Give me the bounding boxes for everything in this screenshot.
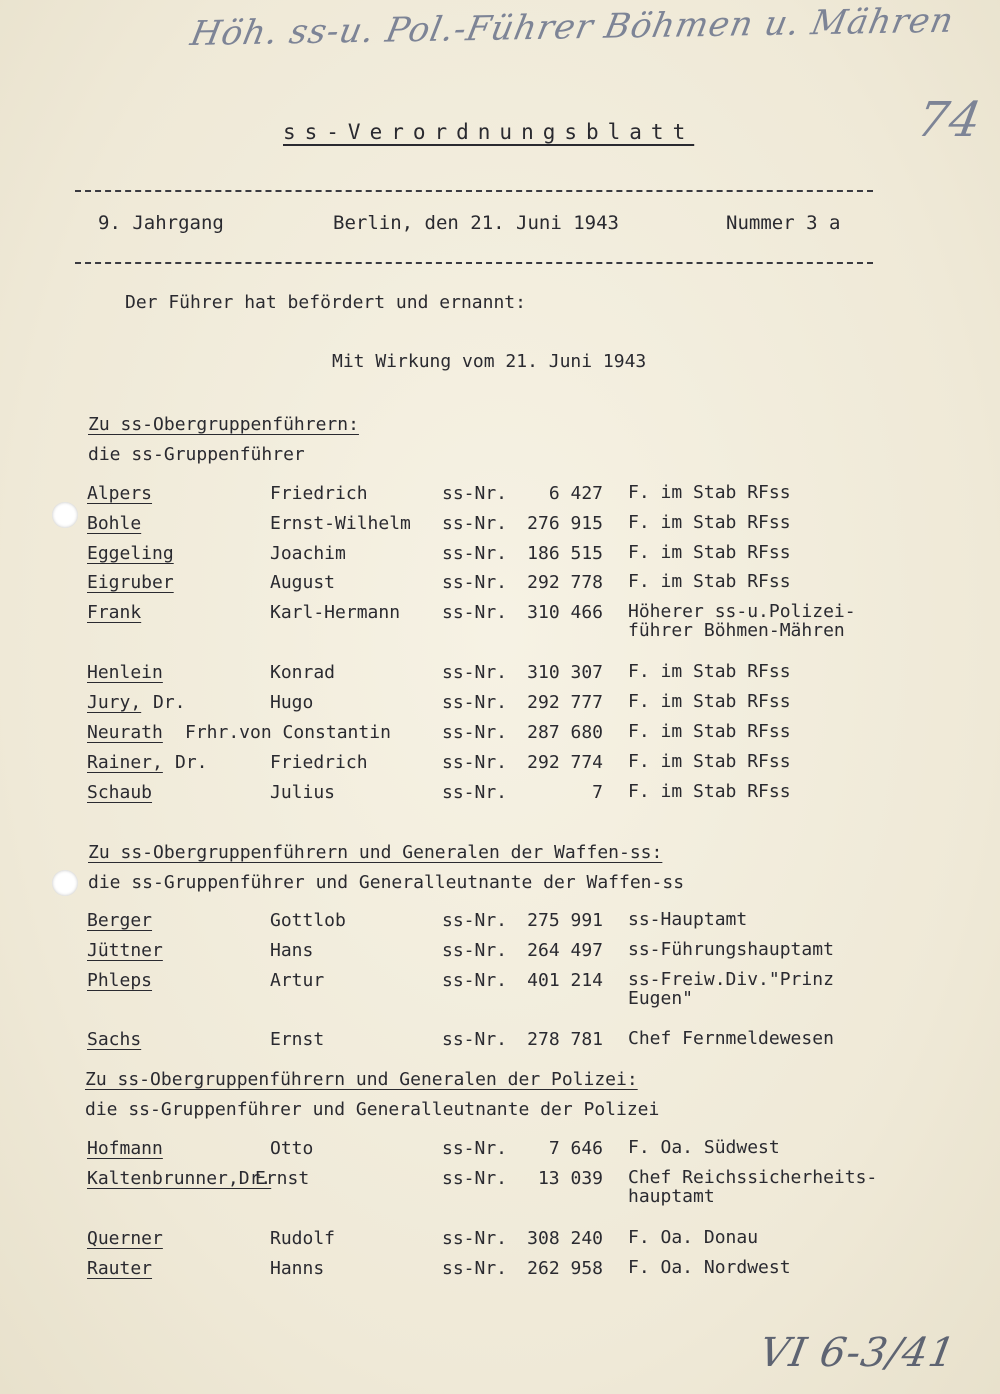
table-row: [0, 601, 1000, 641]
position-line: ss-Führungshauptamt: [628, 939, 834, 960]
table-row: [0, 692, 1000, 720]
position-line: Chef Reichssicherheits-: [628, 1167, 878, 1188]
surname: Eigruber: [87, 572, 174, 593]
member-number-label: ss-Nr.: [442, 662, 508, 683]
position: [628, 970, 834, 1008]
table-row: [0, 940, 1000, 968]
given-name: Hanns: [270, 1258, 325, 1279]
position: [628, 1228, 758, 1247]
position: [628, 1138, 780, 1157]
member-number-label: ss-Nr.: [442, 782, 508, 803]
position-line: führer Böhmen-Mähren: [628, 620, 845, 641]
given-name: August: [270, 572, 336, 593]
table-row: [0, 1228, 1000, 1256]
member-number-label: ss-Nr.: [442, 1138, 508, 1159]
given-name: Friedrich: [270, 752, 368, 773]
table-row: [0, 1029, 1000, 1057]
section-subtitle: die ss-Gruppenführer: [88, 444, 305, 465]
table-row: [0, 1138, 1000, 1166]
position: [628, 1168, 877, 1206]
position-line: hauptamt: [628, 1186, 715, 1207]
punch-hole: [52, 870, 78, 896]
table-row: [0, 572, 1000, 600]
surname: Rainer,: [87, 752, 163, 773]
surname: Frank: [87, 602, 142, 623]
given-name: Ernst: [255, 1168, 310, 1189]
position-line: Höherer ss-u.Polizei-: [628, 601, 856, 622]
member-number-label: ss-Nr.: [442, 1168, 508, 1189]
member-number-label: ss-Nr.: [442, 692, 508, 713]
position: [628, 752, 791, 771]
member-number: 264 497: [527, 940, 603, 961]
given-name: Joachim: [270, 543, 346, 564]
member-number-label: ss-Nr.: [442, 910, 508, 931]
section-subtitle: die ss-Gruppenführer und Generalleutnante der Polizei: [85, 1099, 660, 1120]
given-name: Artur: [270, 970, 325, 991]
member-number-label: ss-Nr.: [442, 1258, 508, 1279]
position: [628, 662, 791, 681]
member-number-label: ss-Nr.: [442, 752, 508, 773]
position-line: F. Oa. Nordwest: [628, 1257, 791, 1278]
position: [628, 692, 791, 711]
given-name: Hugo: [270, 692, 314, 713]
position-line: F. Oa. Südwest: [628, 1137, 780, 1158]
given-name: Karl-Hermann: [270, 602, 401, 623]
position: [628, 543, 791, 562]
member-number: 186 515: [527, 543, 603, 564]
position: [628, 910, 747, 929]
position-line: F. im Stab RFss: [628, 661, 791, 682]
member-number-label: ss-Nr.: [442, 602, 508, 623]
position: [628, 1258, 791, 1277]
member-number: 310 307: [527, 662, 603, 683]
surname: Alpers: [87, 483, 153, 504]
position-line: F. im Stab RFss: [628, 691, 791, 712]
given-name: Ernst: [270, 1029, 325, 1050]
member-number: 13 039: [537, 1168, 603, 1189]
member-number-label: ss-Nr.: [442, 940, 508, 961]
title-suffix: Dr.: [153, 692, 186, 713]
given-name: Ernst-Wilhelm: [270, 513, 411, 534]
table-row: [0, 483, 1000, 511]
table-row: [0, 543, 1000, 571]
member-number: 401 214: [527, 970, 603, 991]
surname: Querner: [87, 1228, 163, 1249]
position-line: F. Oa. Donau: [628, 1227, 759, 1248]
position: [628, 483, 791, 502]
given-name: Friedrich: [270, 483, 368, 504]
table-row: [0, 782, 1000, 810]
position-line: F. im Stab RFss: [628, 512, 791, 533]
document-title: [283, 120, 694, 144]
surname: Phleps: [87, 970, 153, 991]
member-number: 278 781: [527, 1029, 603, 1050]
member-number-label: ss-Nr.: [442, 483, 508, 504]
title-suffix: Dr.: [175, 752, 208, 773]
given-name: Konrad: [270, 662, 336, 683]
member-number: 310 466: [527, 602, 603, 623]
surname: Berger: [87, 910, 153, 931]
section-title: Zu ss-Obergruppenführern und Generalen der Waffen-ss:: [88, 842, 663, 863]
given-name: Gottlob: [270, 910, 346, 931]
table-row: [0, 513, 1000, 541]
member-number: 292 777: [527, 692, 603, 713]
member-number-label: ss-Nr.: [442, 970, 508, 991]
surname: Neurath: [87, 722, 163, 743]
member-number-label: ss-Nr.: [442, 1029, 508, 1050]
surname: Jüttner: [87, 940, 163, 961]
surname: Bohle: [87, 513, 142, 534]
surname: Sachs: [87, 1029, 142, 1050]
given-name: Rudolf: [270, 1228, 336, 1249]
position-line: F. im Stab RFss: [628, 781, 791, 802]
intro-text: Der Führer hat befördert und ernannt:: [125, 292, 526, 313]
volume: 9. Jahrgang: [98, 212, 224, 234]
table-row: [0, 752, 1000, 780]
document-title-text: ss-Verordnungsblatt: [283, 120, 695, 144]
section-subtitle: die ss-Gruppenführer und Generalleutnante der Waffen-ss: [88, 872, 685, 893]
member-number: 308 240: [527, 1228, 603, 1249]
position-line: ss-Hauptamt: [628, 909, 748, 930]
member-number: 7: [592, 782, 603, 803]
table-row: [0, 722, 1000, 750]
given-name: Hans: [270, 940, 314, 961]
section-title: Zu ss-Obergruppenführern und Generalen der Polizei:: [85, 1069, 638, 1090]
given-name: Otto: [270, 1138, 314, 1159]
surname: Hofmann: [87, 1138, 163, 1159]
surname: Kaltenbrunner,Dr.: [87, 1168, 272, 1189]
position: [628, 513, 791, 532]
position-line: Chef Fernmeldewesen: [628, 1028, 834, 1049]
header-rule-bottom: [75, 262, 873, 264]
table-row: [0, 969, 1000, 1009]
member-number: 292 778: [527, 572, 603, 593]
place-date: Berlin, den 21. Juni 1943: [333, 212, 619, 234]
surname: Eggeling: [87, 543, 174, 564]
effective-date: Mit Wirkung vom 21. Juni 1943: [332, 351, 647, 372]
surname: Jury,: [87, 692, 142, 713]
position-line: F. im Stab RFss: [628, 542, 791, 563]
position: [628, 572, 791, 591]
position-line: F. im Stab RFss: [628, 482, 791, 503]
position-line: F. im Stab RFss: [628, 751, 791, 772]
position: [628, 782, 791, 801]
surname: Rauter: [87, 1258, 153, 1279]
handwritten-top-note: Höh. ss-u. Pol.-Führer Böhmen u. Mähren: [187, 0, 958, 54]
given-name: Julius: [270, 782, 336, 803]
member-number-label: ss-Nr.: [442, 722, 508, 743]
position-line: Eugen": [628, 988, 694, 1009]
position: [628, 602, 856, 640]
handwritten-archive-mark: VI 6-3/41: [755, 1330, 960, 1376]
position-line: ss-Freiw.Div."Prinz: [628, 969, 834, 990]
member-number: 287 680: [527, 722, 603, 743]
member-number-label: ss-Nr.: [442, 572, 508, 593]
position: [628, 940, 834, 959]
member-number: 6 427: [548, 483, 603, 504]
member-number: 275 991: [527, 910, 603, 931]
surname: Henlein: [87, 662, 163, 683]
position: [628, 1029, 834, 1048]
header-rule-top: [75, 190, 873, 192]
table-row: [0, 910, 1000, 938]
position-line: F. im Stab RFss: [628, 571, 791, 592]
table-row: [0, 662, 1000, 690]
given-name: Frhr.von Constantin: [185, 722, 391, 743]
table-row: [0, 1167, 1000, 1207]
handwritten-page-mark: 74: [913, 92, 987, 148]
member-number: 292 774: [527, 752, 603, 773]
issue-number: Nummer 3 a: [726, 212, 841, 234]
position: [628, 722, 791, 741]
surname: Schaub: [87, 782, 153, 803]
member-number-label: ss-Nr.: [442, 543, 508, 564]
section-title: Zu ss-Obergruppenführern:: [88, 414, 359, 435]
member-number: 276 915: [527, 513, 603, 534]
member-number-label: ss-Nr.: [442, 1228, 508, 1249]
member-number: 7 646: [548, 1138, 603, 1159]
member-number-label: ss-Nr.: [442, 513, 508, 534]
table-row: [0, 1258, 1000, 1286]
member-number: 262 958: [527, 1258, 603, 1279]
position-line: F. im Stab RFss: [628, 721, 791, 742]
